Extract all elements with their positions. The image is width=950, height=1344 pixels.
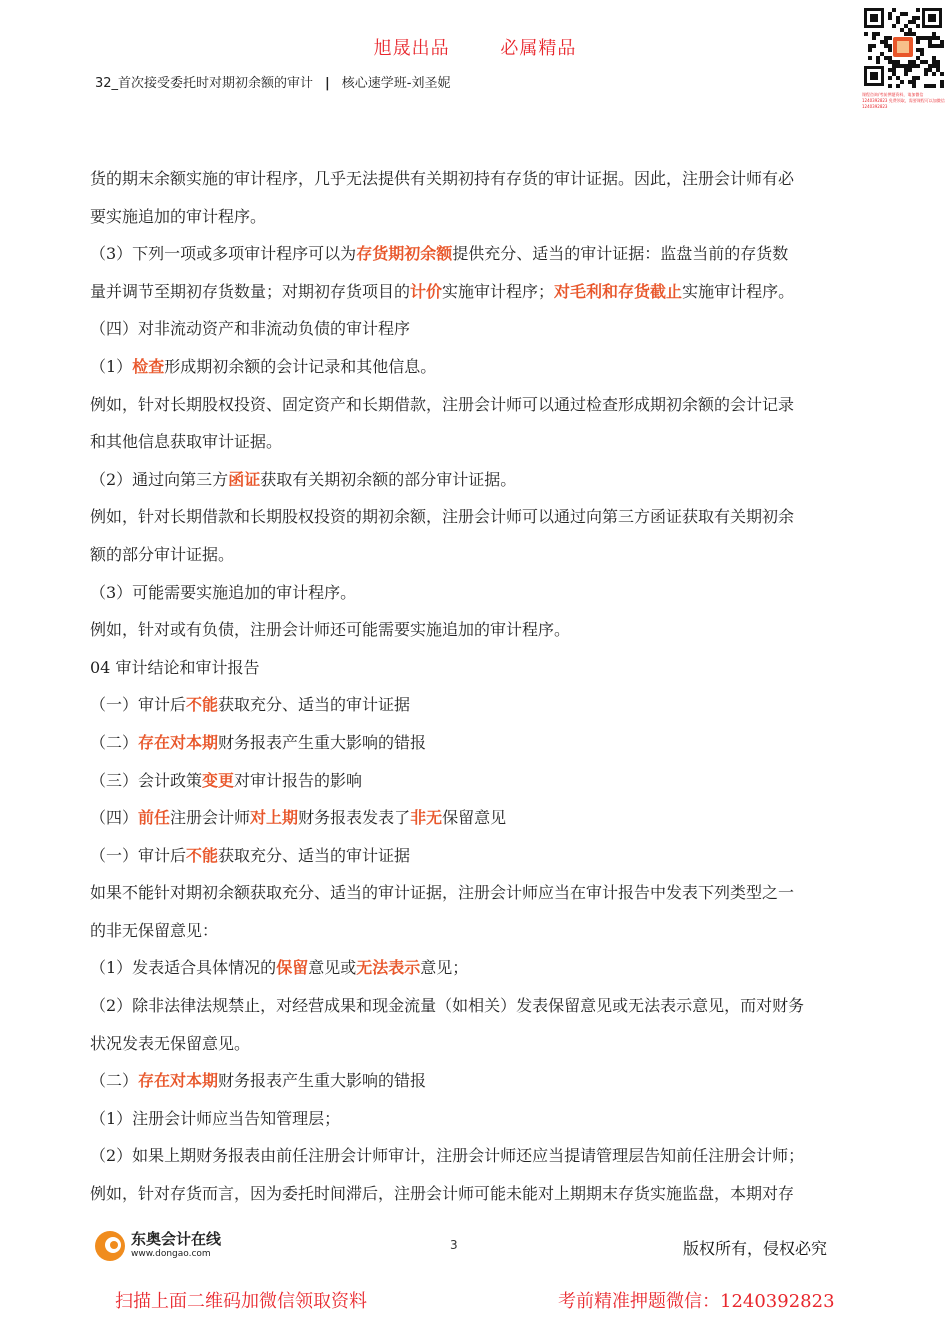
text-segment: 获取有关期初余额的部分审计证据。: [260, 469, 517, 489]
text-segment: （二）: [90, 1071, 139, 1091]
text-line: [90, 949, 862, 987]
highlighted-term: 不能: [186, 695, 219, 715]
text-line: [90, 1137, 862, 1175]
text-segment: （1）发表适合具体情况的: [90, 958, 277, 978]
text-segment: 财务报表发表了: [298, 808, 411, 828]
text-line: [90, 498, 862, 536]
text-segment: 注册会计师: [170, 808, 251, 828]
text-line: [90, 386, 862, 424]
text-line: [90, 160, 862, 198]
text-line: [90, 874, 862, 912]
text-segment: 财务报表产生重大影响的错报: [218, 1071, 427, 1091]
text-segment: 例如，针对存货而言，因为委托时间滞后，注册会计师可能未能对上期期末存货实施监盘，本期对存: [90, 1184, 795, 1204]
highlighted-term: 对毛利和存货截止: [554, 281, 683, 301]
highlighted-term: 对上期: [250, 808, 299, 828]
copyright-notice: 版权所有，侵权必究: [683, 1239, 828, 1258]
document-header: [95, 72, 451, 91]
text-line: [90, 762, 862, 800]
text-line: [90, 310, 862, 348]
title-separator: |: [325, 76, 330, 91]
highlighted-term: 计价: [410, 281, 443, 301]
text-segment: 形成期初余额的会计记录和其他信息。: [164, 356, 437, 376]
highlighted-term: 检查: [132, 356, 165, 376]
text-segment: （1）: [90, 356, 133, 376]
text-line: [90, 799, 862, 837]
highlighted-term: 无法表示: [356, 958, 421, 978]
text-line: [90, 1062, 862, 1100]
text-line: [90, 611, 862, 649]
text-segment: 例如，针对或有负债，注册会计师还可能需要实施追加的审计程序。: [90, 620, 571, 640]
page-number: 3: [450, 1238, 458, 1252]
text-segment: 意见或: [308, 958, 357, 978]
text-segment: 意见；: [420, 958, 469, 978]
text-segment: 对审计报告的影响: [234, 770, 363, 790]
highlighted-term: 不能: [186, 845, 219, 865]
text-segment: 财务报表产生重大影响的错报: [218, 732, 427, 752]
text-segment: 获取充分、适当的审计证据: [218, 695, 411, 715]
text-segment: 状况发表无保留意见。: [90, 1033, 251, 1053]
text-line: [90, 686, 862, 724]
logo-brand-name: 东奥会计在线: [131, 1230, 222, 1248]
text-line: [90, 536, 862, 574]
text-line: [90, 987, 862, 1025]
text-segment: （2）除非法律法规禁止，对经营成果和现金流量（如相关）发表保留意见或无法表示意见，而对财务: [90, 996, 805, 1016]
text-segment: 量并调节至期初存货数量；对期初存货项目的: [90, 281, 411, 301]
promo-wechat: 考前精准押题微信：1240392823: [558, 1291, 835, 1312]
text-segment: （四）对非流动资产和非流动负债的审计程序: [90, 319, 411, 339]
text-segment: 实施审计程序。: [682, 281, 795, 301]
slogan-left: 旭晟出品: [373, 38, 450, 59]
text-segment: 实施审计程序；: [442, 281, 555, 301]
text-segment: 的非无保留意见：: [90, 920, 219, 940]
text-segment: （二）: [90, 732, 139, 752]
text-segment: （2）通过向第三方: [90, 469, 229, 489]
text-segment: （3）可能需要实施追加的审计程序。: [90, 582, 357, 602]
text-line: [90, 1025, 862, 1063]
text-line: [90, 574, 862, 612]
text-segment: 提供充分、适当的审计证据：监盘当前的存货数: [452, 244, 789, 264]
highlighted-term: 前任: [138, 808, 171, 828]
text-line: [90, 348, 862, 386]
text-segment: 例如，针对长期借款和长期股权投资的期初余额，注册会计师可以通过向第三方函证获取有关期初余: [90, 507, 795, 527]
text-segment: （三）会计政策: [90, 770, 203, 790]
text-segment: 如果不能针对期初余额获取充分、适当的审计证据，注册会计师应当在审计报告中发表下列类型之一: [90, 883, 795, 903]
document-body: [90, 160, 862, 1213]
text-segment: 保留意见: [442, 808, 507, 828]
document-title: 32_首次接受委托时对期初余额的审计: [95, 76, 314, 91]
text-line: [90, 461, 862, 499]
text-line: [90, 273, 862, 311]
text-line: [90, 198, 862, 236]
text-line: [90, 423, 862, 461]
text-segment: 例如，针对长期股权投资、固定资产和长期借款，注册会计师可以通过检查形成期初余额的会计记录: [90, 394, 795, 414]
text-segment: 要实施追加的审计程序。: [90, 206, 267, 226]
highlighted-term: 存货期初余额: [356, 244, 453, 264]
course-name: 核心速学班-刘圣妮: [341, 76, 451, 91]
promo-scan-qr: 扫描上面二维码加微信领取资料: [115, 1291, 367, 1312]
text-line: [90, 912, 862, 950]
text-segment: （1）注册会计师应当告知管理层；: [90, 1108, 341, 1128]
text-line: [90, 1175, 862, 1213]
qr-caption: 课程咨询/考前押题资料，请加微信1240392823 免费领取，需要课程可以加微信1240392823: [862, 92, 945, 109]
text-line: [90, 724, 862, 762]
text-segment: （一）审计后: [90, 695, 187, 715]
qr-code-icon: [862, 6, 944, 88]
text-segment: （四）: [90, 808, 139, 828]
text-segment: 04 审计结论和审计报告: [90, 657, 260, 677]
text-segment: 和其他信息获取审计证据。: [90, 432, 283, 452]
highlighted-term: 非无: [410, 808, 443, 828]
text-segment: （一）审计后: [90, 845, 187, 865]
text-line: [90, 1100, 862, 1138]
logo-url: www.dongao.com: [131, 1249, 211, 1259]
text-line: [90, 235, 862, 273]
text-segment: （3）下列一项或多项审计程序可以为: [90, 244, 357, 264]
highlighted-term: 保留: [276, 958, 309, 978]
highlighted-term: 函证: [228, 469, 261, 489]
logo-mark-icon: [92, 1224, 132, 1264]
text-line: [90, 649, 862, 687]
slogan-right: 必属精品: [500, 38, 577, 59]
highlighted-term: 存在对本期: [138, 732, 219, 752]
text-line: [90, 837, 862, 875]
text-segment: 货的期末余额实施的审计程序，几乎无法提供有关期初持有存货的审计证据。因此，注册会计师有必: [90, 169, 795, 188]
highlighted-term: 变更: [202, 770, 235, 790]
text-segment: 额的部分审计证据。: [90, 544, 235, 564]
header-slogan: [0, 34, 950, 60]
text-segment: （2）如果上期财务报表由前任注册会计师审计，注册会计师还应当提请管理层告知前任注册会计师；: [90, 1146, 805, 1166]
highlighted-term: 存在对本期: [138, 1071, 219, 1091]
text-segment: 获取充分、适当的审计证据: [218, 845, 411, 865]
